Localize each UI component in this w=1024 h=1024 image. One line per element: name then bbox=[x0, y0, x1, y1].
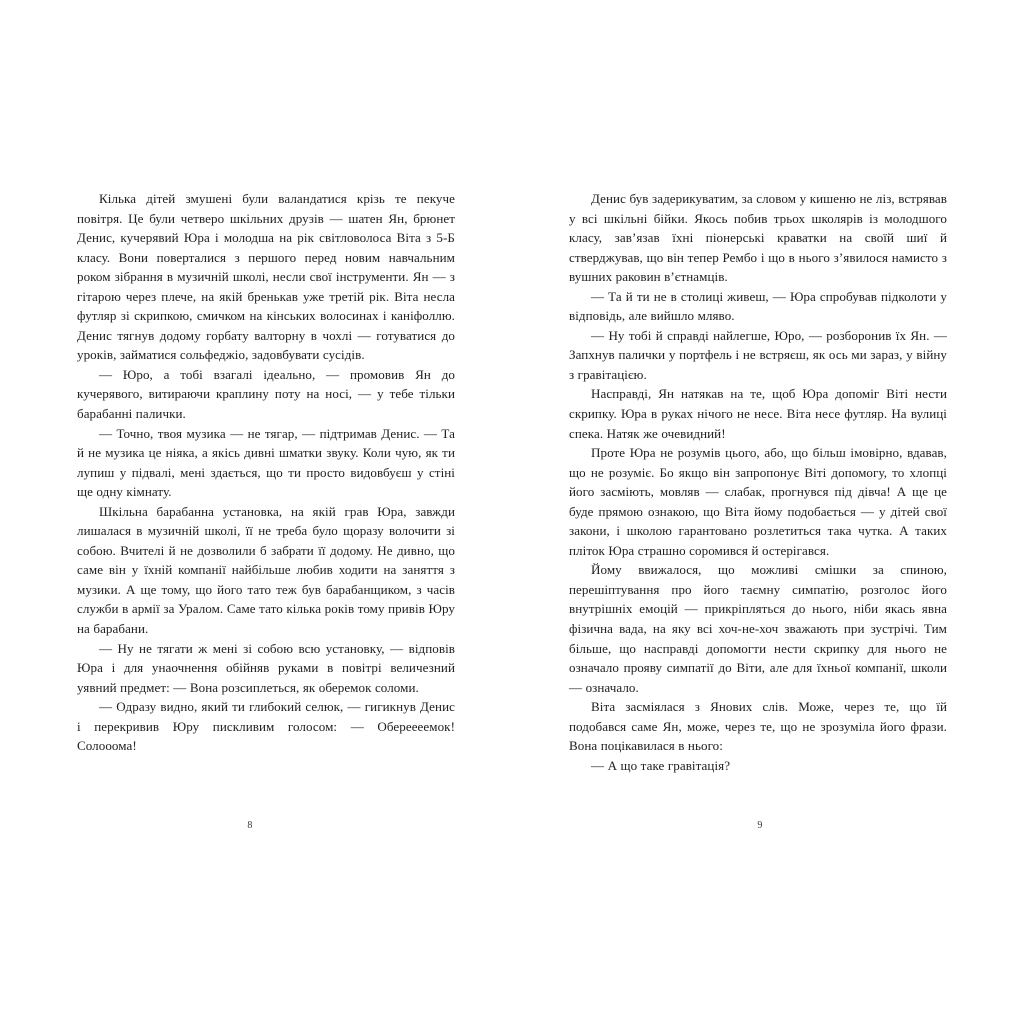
page-left-text-block bbox=[77, 189, 455, 809]
page-left-body bbox=[77, 189, 455, 756]
paragraph: — Ну не тягати ж мені зі собою всю установку, — відповів Юра і для унаочнення обійняв руками в повітрі величезний уявний предмет: — Вона розсиплеться, як оберемок соломи. bbox=[77, 640, 455, 695]
paragraph: Проте Юра не розумів цього, або, що більш імовірно, вдавав, що не розуміє. Бо якщо він запропонує Віті допомогу, то хлопці його засміють, мовляв — слабак, прогнувся під дівча! А ще це буде прямою ознакою, що Віта йому подобається — у дітей свої закони, і школою гарантовано розлетиться така чутка. А таких пліток Юра страшно соромився й остерігався. bbox=[569, 445, 947, 558]
paragraph: — Юро, а тобі взагалі ідеально, — промовив Ян до кучерявого, витираючи краплину поту на носі, — у тебе тільки барабанні палички. bbox=[77, 366, 455, 422]
paragraph: — Ну тобі й справді найлегше, Юро, — розборонив їх Ян. — Запхнув палички у портфель і не встряєш, як ось ми зараз, у війну з гравітацією. bbox=[569, 327, 947, 382]
page-right-text-block bbox=[569, 189, 947, 809]
paragraph: Насправді, Ян натякав на те, щоб Юра допоміг Віті нести скрипку. Юра в руках нічого не несе. Віта несе футляр. На вулиці спека. Натяк же очевидний! bbox=[569, 386, 947, 441]
paragraph: — А що таке гравітація? bbox=[591, 757, 731, 773]
page-right bbox=[512, 0, 1024, 1024]
page-right-body bbox=[569, 189, 947, 775]
paragraph: Денис був задерикуватим, за словом у кишеню не ліз, встрявав у всі шкільні бійки. Якось побив трьох школярів із молодшого класу, зав’язав їхні піонерські краватки на своїй шиї й стверджував, що він тепер Рембо і що в нього з’явилося намисто з вушних раковин в’єтнамців. bbox=[569, 191, 947, 285]
page-number-right: 9 bbox=[757, 820, 763, 831]
page-number-left: 8 bbox=[247, 820, 253, 831]
paragraph: — Одразу видно, який ти глибокий селюк, — гигикнув Денис і перекривив Юру пискливим голосом: — Обереееемок! Солооома! bbox=[77, 699, 455, 754]
paragraph: — Та й ти не в столиці живеш, — Юра спробував підколоти у відповідь, але вийшло мляво. bbox=[569, 288, 947, 324]
paragraph: Віта засміялася з Янових слів. Може, через те, що їй подобався саме Ян, може, через те, що не зрозуміла його фрази. Вона поцікавилася в нього: bbox=[569, 699, 947, 754]
paragraph: Шкільна барабанна установка, на якій грав Юра, завжди лишалася в музичній школі, її не треба було щоразу волочити зі собою. Вчителі й не дозволили б забрати її додому. Не дивно, що саме він у їхній компанії найбільше любив ходити на заняття з музики. А ще тому, що його тато теж був барабанщиком, з часів служби в армії за Уралом. Саме тато кілька років тому привів Юру на барабани. bbox=[77, 503, 455, 637]
paragraph: — Точно, твоя музика — не тягар, — підтримав Денис. — Та й не музика це ніяка, а якісь дивні шматки звуку. Коли чую, як ти лупиш у підвалі, мені здається, що ти просто видовбуєш у стіні ще одну кімнату. bbox=[77, 425, 455, 500]
paragraph: Кілька дітей змушені були валандатися крізь те пекуче повітря. Це були четверо шкільних друзів — шатен Ян, брюнет Денис, кучерявий Юра і молодша на рік світловолоса Віта з 5-Б класу. Вони поверталися з першого перед новим навчальним роком зібрання в музичній школі, несли свої інструменти. Ян — з гітарою через плече, на якій бренькав уже третій рік. Віта несла футляр зі скрипкою, смичком на кінських волосинах і каніфоллю. Денис тягнув додому горбату валторну в чохлі — готуватися до уроків, займатися сольфеджіо, задовбувати сусідів. bbox=[77, 191, 455, 363]
paragraph: Йому ввижалося, що можливі смішки за спиною, перешіптування про його таємну симпатію, розголос його внутрішніх емоцій — прикріпляться до нього, ніби якась явна фізична вада, на яку всі хоч-не-хоч зважають при зустрічі. Тим більше, що насправді допомогти нести скрипку для нього не означало прояву симпатії до Віти, але для їхньої компанії, школи — означало. bbox=[569, 562, 947, 695]
